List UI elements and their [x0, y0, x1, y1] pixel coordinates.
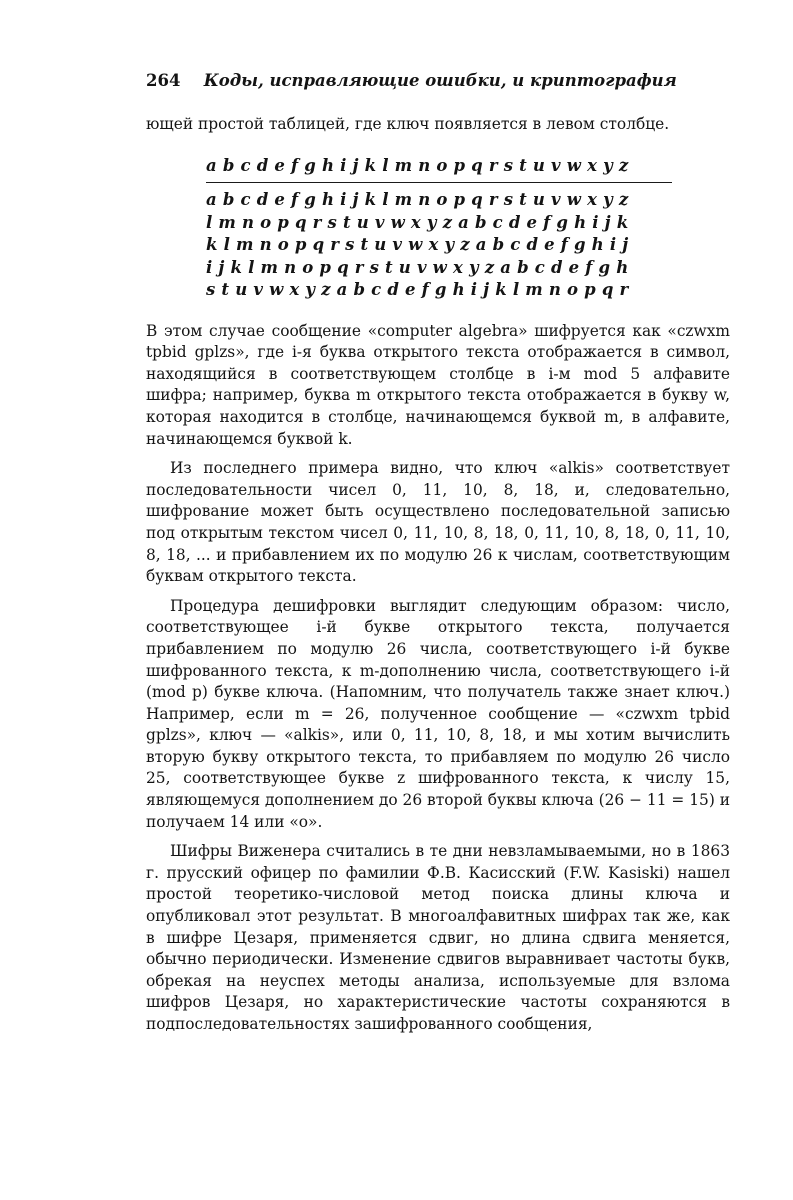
paragraph: Процедура дешифровки выглядит следующим образом: число, соответствующее i-й букве открытого текста, получается прибавлением по модулю 26 числа, соответствующего i-й букве шифрованного текста, к m-дополнению числа, соответствующего i-й (mod p) букве ключа. (Напомним, что получатель также знает ключ.) Например, если m = 26, полученное сообщение — «czwxm tpbid gplzs», ключ — «alkis», или 0, 11, 10, 8, 18, и мы хотим вычислить вторую букву открытого текста, то прибавляем по модулю 26 число 25, соответствующее букве z шифрованного текста, к числу 15, являющемуся дополнением до 26 второй буквы ключа (26 − 11 = 15) и получаем 14 или «o». [146, 596, 730, 831]
paragraph: В этом случае сообщение «computer algebra» шифруется как «czwxm tpbid gplzs», где i-я буква открытого текста отображается в символ, находящийся в соответствующем столбце в i-м mod 5 алфавите шифра; например, буква m открытого текста отображается в букву w, которая находится в столбце, начинающемся буквой m, в алфавите, начинающемся буквой k. [146, 321, 730, 448]
table-row: i j k l m n o p q r s t u v w x y z a b c d e f g h [206, 257, 629, 277]
running-title: Коды, исправляющие ошибки, и криптография [203, 71, 677, 90]
table-row: a b c d e f g h i j k l m n o p q r s t u v w x y z [206, 190, 629, 210]
paragraph: Из последнего примера видно, что ключ «alkis» соответствует последовательности чисел 0, 11, 10, 8, 18, и, следовательно, шифрование может быть осуществлено последовательной записью под открытым текстом чисел 0, 11, 10, 8, 18, 0, 11, 10, 8, 18, 0, 11, 10, 8, 18, ... и прибавлением их по модулю 26 к числам, соответствующим буквам открытого текста. [146, 459, 730, 586]
intro-line: ющей простой таблицей, где ключ появляется в левом столбце. [146, 115, 670, 133]
vigenere-table [206, 155, 730, 302]
page-number: 264 [146, 71, 181, 90]
paragraph: Шифры Виженера считались в те дни невзламываемыми, но в 1863 г. прусский офицер по фамилии Ф.В. Касисский (F.W. Kasiski) нашел простой теоретико-числовой метод поиска длины ключа и опубликовал этот результат. В многоалфавитных шифрах так же, как в шифре Цезаря, применяется сдвиг, но длина сдвига меняется, обычно периодически. Изменение сдвигов выравнивает частоты букв, обрекая на неуспех методы анализа, используемые для взлома шифров Цезаря, но характеристические частоты сохраняются в подпоследовательностях зашифрованного сообщения, [146, 842, 730, 1033]
table-row: l m n o p q r s t u v w x y z a b c d e f g h i j k [206, 212, 629, 232]
table-row: s t u v w x y z a b c d e f g h i j k l m n o p q r [206, 280, 629, 300]
page-body [146, 114, 730, 1036]
table-row: k l m n o p q r s t u v w x y z a b c d e f g h i j [206, 235, 629, 255]
page-header [146, 70, 736, 92]
table-header-row: a b c d e f g h i j k l m n o p q r s t u v w x y z [206, 155, 672, 184]
